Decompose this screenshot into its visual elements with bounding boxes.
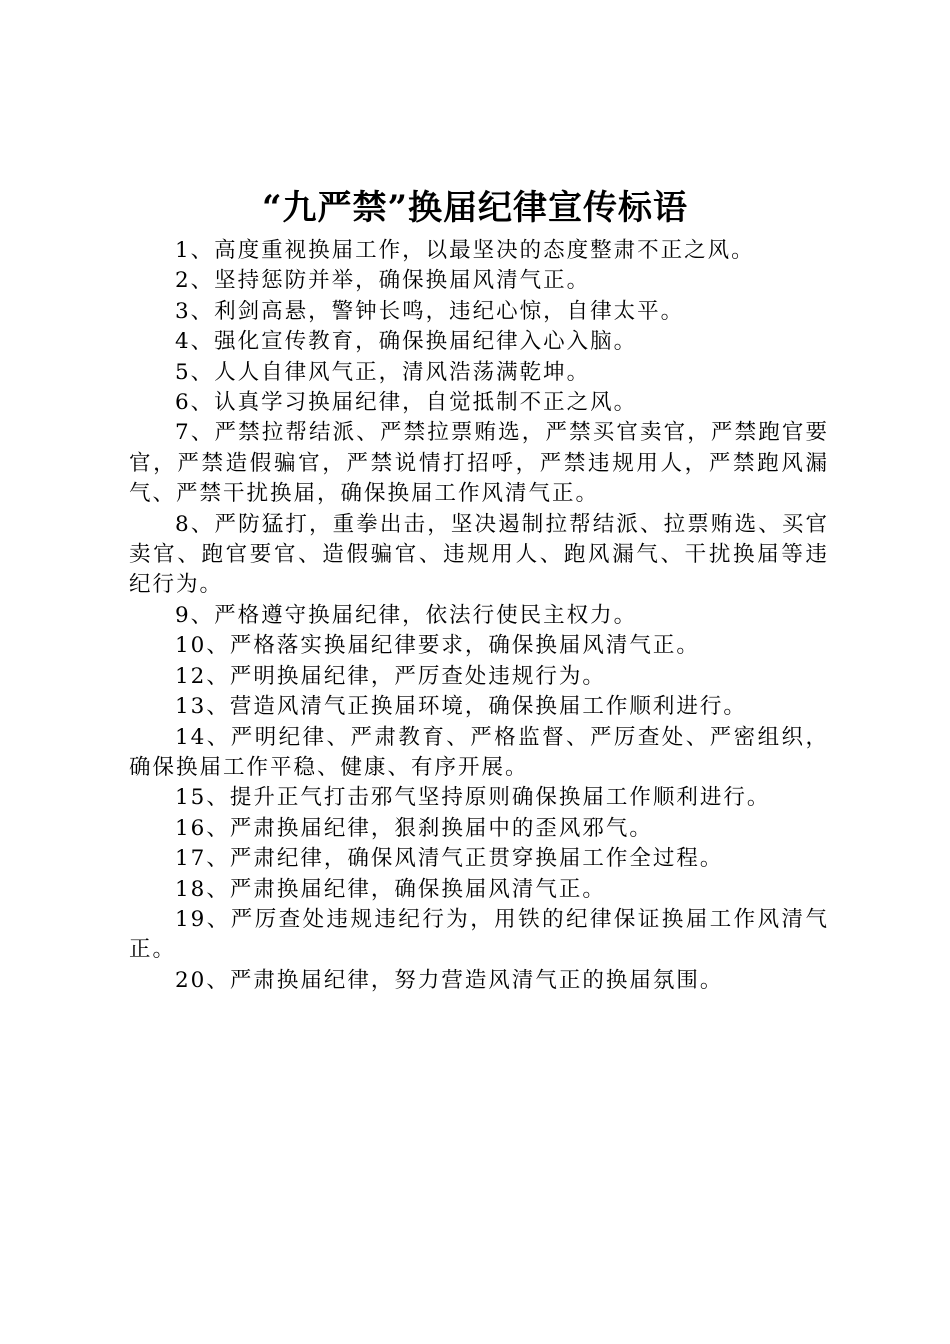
slogan-item: 13、营造风清气正换届环境，确保换届工作顺利进行。 <box>175 694 747 720</box>
slogan-item: 1、高度重视换届工作，以最坚决的态度整肃不正之风。 <box>175 238 755 263</box>
slogan-item: 18、严肃换届纪律，确保换届风清气正。 <box>175 876 606 902</box>
slogan-item: 3、利剑高悬，警钟长鸣，违纪心惊，自律太平。 <box>175 298 685 324</box>
slogan-item: 4、强化宣传教育，确保换届纪律入心入脑。 <box>175 329 638 355</box>
slogan-list <box>129 236 829 996</box>
slogan-item: 20、严肃换届纪律，努力营造风清气正的换届氛围。 <box>175 967 724 993</box>
slogan-item: 17、严肃纪律，确保风清气正贯穿换届工作全过程。 <box>175 846 724 872</box>
slogan-item: 15、提升正气打击邪气坚持原则确保换届工作顺利进行。 <box>175 785 771 811</box>
slogan-item: 8、严防猛打，重拳出击，坚决遏制拉帮结派、拉票贿选、买官卖官、跑官要官、造假骗官、违规用人、跑风漏气、干扰换届等违纪行为。 <box>129 511 829 598</box>
slogan-item: 9、严格遵守换届纪律，依法行使民主权力。 <box>175 602 638 628</box>
slogan-item: 6、认真学习换届纪律，自觉抵制不正之风。 <box>175 390 638 416</box>
slogan-item: 12、严明换届纪律，严厉查处违规行为。 <box>175 663 606 689</box>
slogan-item: 16、严肃换届纪律，狠刹换届中的歪风邪气。 <box>175 815 653 841</box>
slogan-item: 5、人人自律风气正，清风浩荡满乾坤。 <box>175 359 591 385</box>
document-title: “九严禁”换届纪律宣传标语 <box>261 188 689 228</box>
slogan-item: 19、严厉查处违规违纪行为，用铁的纪律保证换届工作风清气正。 <box>129 906 829 963</box>
slogan-item: 2、坚持惩防并举，确保换届风清气正。 <box>175 268 591 294</box>
slogan-item: 7、严禁拉帮结派、严禁拉票贿选，严禁买官卖官，严禁跑官要官，严禁造假骗官，严禁说情打招呼，严禁违规用人，严禁跑风漏气、严禁干扰换届，确保换届工作风清气正。 <box>129 420 829 507</box>
slogan-item: 14、严明纪律、严肃教育、严格监督、严厉查处、严密组织，确保换届工作平稳、健康、有序开展。 <box>129 724 829 780</box>
slogan-item: 10、严格落实换届纪律要求，确保换届风清气正。 <box>175 633 700 659</box>
